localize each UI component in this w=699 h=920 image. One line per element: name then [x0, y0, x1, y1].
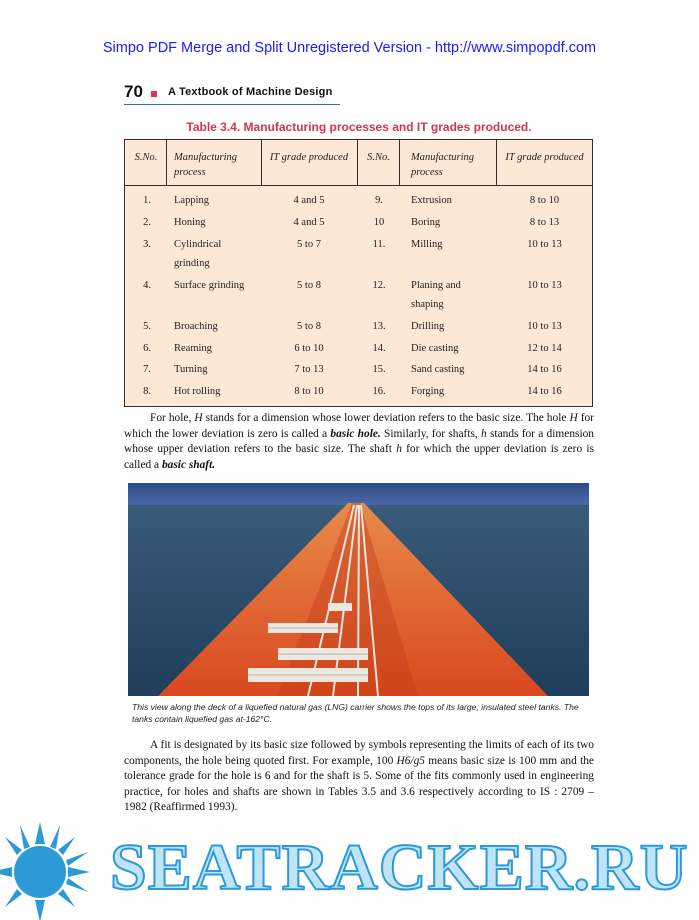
table-cell-process: Honing: [174, 217, 206, 228]
table-cell-sno: 7.: [143, 364, 151, 375]
book-title: A Textbook of Machine Design: [168, 86, 333, 98]
table-cell-sno: 3.: [143, 239, 151, 250]
table-cell-process: Extrusion: [411, 195, 452, 206]
table-cell-grade: 14 to 16: [527, 386, 562, 397]
table-header-row: [125, 140, 592, 186]
table-cell-sno: 2.: [143, 217, 151, 228]
text-run: for which the lower deviation is zero is called a: [124, 412, 594, 440]
table-cell-grade: 5 to 7: [297, 239, 321, 250]
symbol-H: H: [194, 412, 203, 424]
table-cell-process: Sand casting: [411, 364, 465, 375]
watermark-site-text: SEATRACKER.RU: [110, 831, 689, 904]
table-cell-grade: 8 to 10: [529, 195, 560, 206]
table-cell-grade: 5 to 8: [297, 321, 321, 332]
fit-symbol: H6/g5: [396, 754, 425, 767]
table-cell-sno: 13.: [372, 321, 386, 332]
text-run: for which the upper deviation is zero is called a: [124, 443, 594, 471]
table-cell-grade: 10 to 13: [527, 239, 562, 250]
table-cell-grade: 14 to 16: [527, 364, 562, 375]
page-header: [124, 82, 340, 105]
photo-caption: This view along the deck of a liquefied natural gas (LNG) carrier shows the tops of its large, insulated steel tanks. The tanks contain liquefied gas at-162°C.: [132, 702, 579, 724]
symbol-h: h: [481, 427, 487, 440]
table-cell-sno: 14.: [372, 343, 386, 354]
paragraph-basic-hole: [124, 411, 594, 473]
table-cell-sno: 6.: [143, 343, 151, 354]
table-cell-grade: 6 to 10: [294, 343, 324, 354]
table-cell-sno: 15.: [372, 364, 386, 375]
table-cell-sno: 4.: [143, 280, 151, 291]
table-cell-sno: 5.: [143, 321, 151, 332]
table-cell-process: Drilling: [411, 321, 445, 332]
text-run: means basic size is 100 mm and the tolerance grade for the hole is 6 and for the shaft is 5. Some of the fits commonly used in engineering practice, for holes and shafts are shown in Tables 3.5 and 3.6 respectively according to IS : 2709 – 1982 (Reaffirmed 1993).: [124, 754, 594, 813]
table-cell-process: Reaming: [174, 343, 212, 354]
text-run: For hole,: [150, 412, 195, 424]
table-cell-grade: 4 and 5: [293, 217, 325, 228]
paragraph-fit-designation: [124, 738, 594, 816]
table-cell-sno: 12.: [372, 280, 386, 291]
table-cell-process: Hot rolling: [174, 386, 221, 397]
table-cell-process: Planing and shaping: [411, 280, 461, 310]
header-sno: S.No.: [134, 152, 158, 163]
watermark-logo: [0, 820, 699, 920]
table-cell-sno: 11.: [372, 239, 386, 250]
text-run: A fit is designated by its basic size followed by symbols representing the limits of each of its two components, the hole being quoted first. For example, 100: [124, 739, 594, 767]
table-cell-grade: 5 to 8: [297, 280, 321, 291]
header-grade: IT grade produced: [505, 152, 584, 163]
term-basic-shaft: basic shaft.: [161, 458, 216, 471]
table-cell-grade: 12 to 14: [527, 343, 562, 354]
table-cell-sno: 8.: [143, 386, 151, 397]
column-divider: [166, 140, 167, 185]
table-cell-process: Cylindrical grinding: [174, 239, 222, 269]
table-cell-process: Boring: [411, 217, 441, 228]
table-cell-grade: 10 to 13: [527, 321, 562, 332]
table-cell-process: Forging: [411, 386, 445, 397]
pdf-watermark-text: Simpo PDF Merge and Split Unregistered Version - http://www.simpopdf.com: [102, 40, 597, 56]
table-cell-grade: 7 to 13: [294, 364, 324, 375]
table-cell-sno: 16.: [372, 386, 386, 397]
lng-carrier-photo: [128, 483, 589, 696]
table-cell-process: Lapping: [174, 195, 209, 206]
lng-deck-image: [128, 483, 589, 696]
table-cell-sno: 1.: [143, 195, 151, 206]
column-divider: [399, 140, 400, 185]
text-run: stands for a dimension whose upper deviation refers to the basic size. The shaft: [124, 427, 594, 455]
table-cell-grade: 10 to 13: [527, 280, 562, 291]
table-cell-process: Surface grinding: [174, 280, 245, 291]
header-grade: IT grade produced: [269, 152, 349, 163]
table-cell-sno: 9.: [375, 195, 383, 206]
process-table: [124, 139, 593, 407]
text-run: stands for a dimension whose lower deviation refers to the basic size. The hole: [202, 412, 570, 424]
header-process: Manufacturing process: [411, 152, 474, 178]
table-title: Table 3.4. Manufacturing processes and IT grades produced.: [186, 120, 532, 134]
header-sno: S.No.: [367, 152, 390, 163]
sun-icon: [0, 820, 110, 920]
symbol-H: H: [569, 412, 578, 424]
table-cell-process: Broaching: [174, 321, 218, 332]
table-cell-process: Die casting: [411, 343, 459, 354]
symbol-h: h: [396, 443, 402, 455]
table-cell-grade: 4 and 5: [293, 195, 325, 206]
table-cell-grade: 8 to 10: [294, 386, 324, 397]
header-process: Manufacturing process: [174, 152, 237, 178]
term-basic-hole: basic hole.: [330, 427, 381, 440]
table-cell-process: Milling: [411, 239, 443, 250]
table-cell-sno: 10: [373, 217, 385, 228]
text-run: Similarly, for shafts,: [380, 427, 482, 440]
header-square-icon: [151, 91, 157, 97]
table-cell-process: Turning: [174, 364, 208, 375]
page-number: 70: [124, 82, 143, 101]
table-cell-grade: 8 to 13: [529, 217, 560, 228]
